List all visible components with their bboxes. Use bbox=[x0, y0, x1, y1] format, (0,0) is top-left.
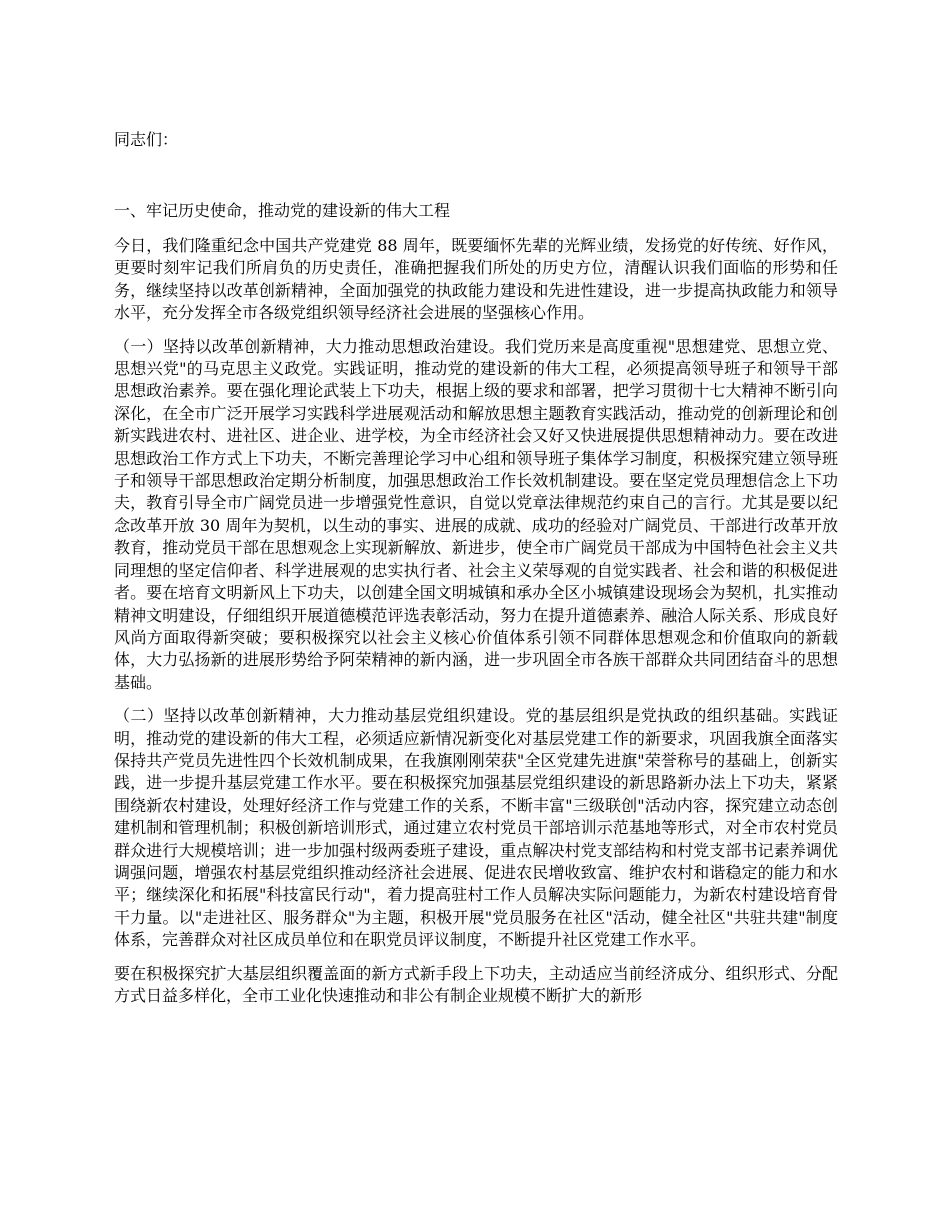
paragraph-intro: 今日，我们隆重纪念中国共产党建党 88 周年，既要缅怀先辈的光辉业绩，发扬党的好传统、好作风，更要时刻牢记我们所肩负的历史责任，准确把握我们所处的历史方位，清醒认识我们面临的形势和任务，继续坚持以改革创新精神，全面加强党的执政能力建设和先进性建设，进一步提高执政能力和领导水平，充分发挥全市各级党组织领导经济社会进展的坚强核心作用。 bbox=[114, 236, 838, 323]
paragraph-coverage: 要在积极探究扩大基层组织覆盖面的新方式新手段上下功夫，主动适应当前经济成分、组织形式、分配方式日益多样化，全市工业化快速推动和非公有制企业规模不断扩大的新形 bbox=[114, 963, 838, 1005]
salutation: 同志们： bbox=[114, 130, 179, 149]
paragraph-ideological-building: （一）坚持以改革创新精神，大力推动思想政治建设。我们党历来是高度重视"思想建党、思想立党、思想兴党"的马克思主义政党。实践证明，推动党的建设新的伟大工程，必须提高领导班子和领导干部思想政治素养。要在强化理论武装上下功夫，根据上级的要求和部署，把学习贯彻十七大精神不断引向深化，在全市广泛开展学习实践科学进展观活动和解放思想主题教育实践活动，推动党的创新理论和创新实践进农村、进社区、进企业、进学校，为全市经济社会又好又快进展提供思想精神动力。要在改进思想政治工作方式上下功夫，不断完善理论学习中心组和领导班子集体学习制度，积极探究建立领导班子和领导干部思想政治定期分析制度，加强思想政治工作长效机制建设。要在坚定党员理想信念上下功夫，教育引导全市广阔党员进一步增强党性意识，自觉以党章法律规范约束自己的言行。尤其是要以纪念改革开放 30 周年为契机，以生动的事实、进展的成就、成功的经验对广阔党员、干部进行改革开放教育，推动党员干部在思想观念上实现新解放、新进步，使全市广阔党员干部成为中国特色社会主义共同理想的坚定信仰者、科学进展观的忠实执行者、社会主义荣辱观的自觉实践者、社会和谐的积极促进者。要在培育文明新风上下功夫，以创建全国文明城镇和承办全区小城镇建设现场会为契机，扎实推动精神文明建设，仔细组织开展道德模范评选表彰活动，努力在提升道德素养、融洽人际关系、形成良好风尚方面取得新突破；要积极探究以社会主义核心价值体系引领不同群体思想观念和价值取向的新载体，大力弘扬新的进展形势给予阿荣精神的新内涵，进一步巩固全市各族干部群众共同团结奋斗的思想基础。 bbox=[114, 336, 838, 692]
body-text bbox=[114, 235, 838, 1018]
section-heading: 一、牢记历史使命，推动党的建设新的伟大工程 bbox=[114, 201, 451, 220]
paragraph-grassroots-building: （二）坚持以改革创新精神，大力推动基层党组织建设。党的基层组织是党执政的组织基础。实践证明，推动党的建设新的伟大工程，必须适应新情况新变化对基层党建工作的新要求，巩固我旗全面落实保持共产党员先进性四个长效机制成果，在我旗刚刚荣获"全区党建先进旗"荣誉称号的基础上，创新实践，进一步提升基层党建工作水平。要在积极探究加强基层党组织建设的新思路新办法上下功夫，紧紧围绕新农村建设，处理好经济工作与党建工作的关系，不断丰富"三级联创"活动内容，探究建立动态创建机制和管理机制；积极创新培训形式，通过建立农村党员干部培训示范基地等形式，对全市农村党员群众进行大规模培训；进一步加强村级两委班子建设，重点解决村党支部结构和村党支部书记素养调优调强问题，增强农村基层党组织推动经济社会进展、促进农民增收致富、维护农村和谐稳定的能力和水平；继续深化和拓展"科技富民行动"，着力提高驻村工作人员解决实际问题能力，为新农村建设培育骨干力量。以"走进社区、服务群众"为主题，积极开展"党员服务在社区"活动，健全社区"共驻共建"制度体系，完善群众对社区成员单位和在职党员评议制度，不断提升社区党建工作水平。 bbox=[114, 706, 838, 950]
